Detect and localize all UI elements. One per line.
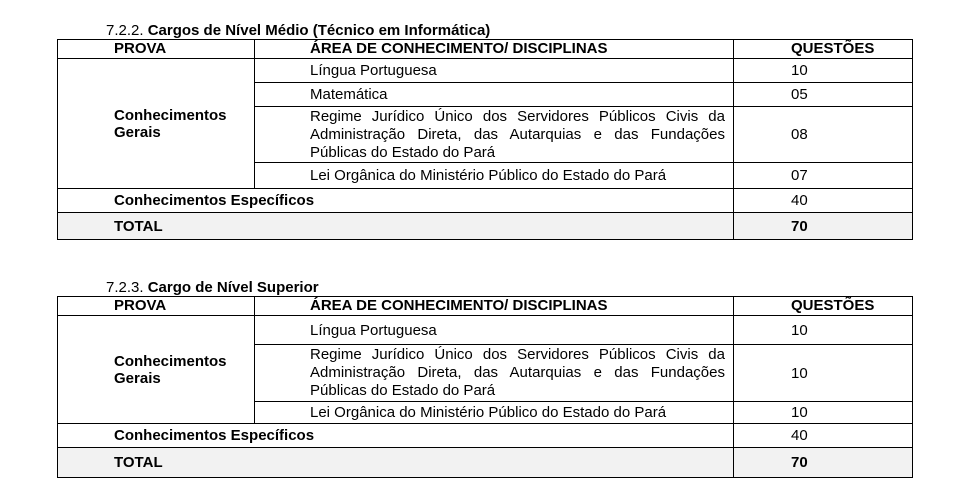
discipline-cell: Lei Orgânica do Ministério Público do Estado do Pará: [255, 402, 734, 424]
table-row: [58, 316, 913, 345]
questions-cell: 10: [734, 316, 913, 345]
total-row: [58, 213, 913, 240]
total-label: TOTAL: [58, 448, 734, 478]
header-questoes: QUESTÕES: [734, 40, 913, 59]
exam-table-nivel-superior: [57, 296, 913, 478]
especificos-row: [58, 189, 913, 213]
especificos-label: Conhecimentos Específicos: [58, 189, 734, 213]
section-number: 7.2.2.: [106, 22, 144, 39]
especificos-questoes: 40: [734, 189, 913, 213]
discipline-cell: Lei Orgânica do Ministério Público do Estado do Pará: [255, 163, 734, 189]
discipline-cell: Língua Portuguesa: [255, 59, 734, 83]
header-prova: PROVA: [58, 40, 255, 59]
especificos-row: [58, 424, 913, 448]
section-title-723: [106, 280, 319, 296]
questions-cell: 10: [734, 59, 913, 83]
group-label-conhecimentos-gerais: Conhecimentos Gerais: [58, 316, 255, 424]
total-questoes: 70: [734, 448, 913, 478]
section-number: 7.2.3.: [106, 279, 144, 296]
discipline-cell: Regime Jurídico Único dos Servidores Públicos Civis da Administração Direta, das Autarquias e das Fundações Públicas do Estado do Pará: [255, 345, 734, 402]
especificos-questoes: 40: [734, 424, 913, 448]
section-heading: Cargos de Nível Médio (Técnico em Informática): [147, 22, 491, 39]
questions-cell: 05: [734, 83, 913, 107]
section-title-722: [106, 23, 490, 39]
questions-cell: 07: [734, 163, 913, 189]
total-questoes: 70: [734, 213, 913, 240]
questions-cell: 10: [734, 345, 913, 402]
total-row: [58, 448, 913, 478]
discipline-cell: Língua Portuguesa: [255, 316, 734, 345]
table-header-row: [58, 40, 913, 59]
table-row: [58, 59, 913, 83]
section-heading: Cargo de Nível Superior: [147, 279, 319, 296]
questions-cell: 10: [734, 402, 913, 424]
exam-table-nivel-medio: [57, 39, 913, 240]
total-label: TOTAL: [58, 213, 734, 240]
table-header-row: [58, 297, 913, 316]
group-label-conhecimentos-gerais: Conhecimentos Gerais: [58, 59, 255, 189]
especificos-label: Conhecimentos Específicos: [58, 424, 734, 448]
header-area: ÁREA DE CONHECIMENTO/ DISCIPLINAS: [255, 40, 734, 59]
header-prova: PROVA: [58, 297, 255, 316]
header-questoes: QUESTÕES: [734, 297, 913, 316]
discipline-cell: Regime Jurídico Único dos Servidores Públicos Civis da Administração Direta, das Autarquias e das Fundações Públicas do Estado do Pará: [255, 107, 734, 163]
header-area: ÁREA DE CONHECIMENTO/ DISCIPLINAS: [255, 297, 734, 316]
discipline-cell: Matemática: [255, 83, 734, 107]
questions-cell: 08: [734, 107, 913, 163]
